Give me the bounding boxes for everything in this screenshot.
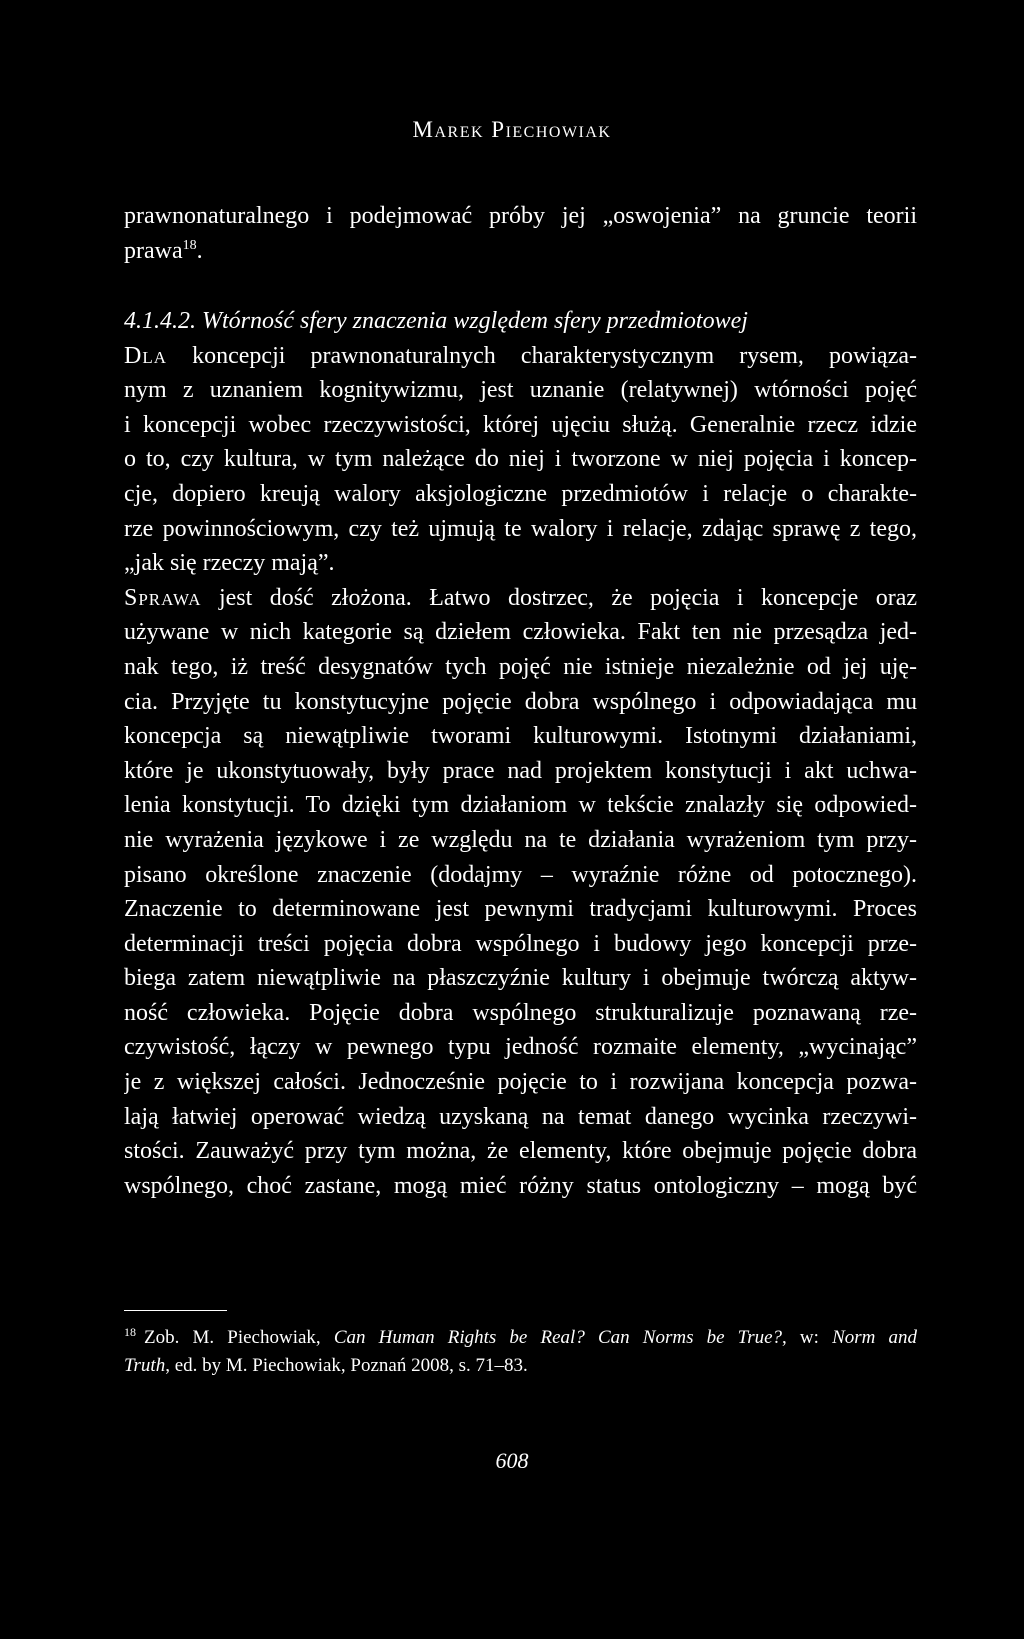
text-line: nym z uznaniem kognitywizmu, jest uznanie (relatywnej) wtórności pojęć bbox=[124, 377, 917, 404]
text-line bbox=[124, 339, 917, 374]
line-end: . bbox=[196, 237, 203, 264]
text-line: determinacji treści pojęcia dobra wspólnego i budowy jego koncepcji prze- bbox=[124, 930, 917, 957]
footnote-text: , w: bbox=[782, 1327, 833, 1348]
line-text: prawa bbox=[124, 237, 183, 264]
footnote-title: Norm and bbox=[832, 1327, 917, 1348]
paragraph-1 bbox=[124, 339, 917, 581]
footnote-reference: 18 bbox=[182, 237, 197, 253]
section-heading: 4.1.4.2. Wtórność sfery znaczenia względem sfery przedmiotowej bbox=[124, 308, 748, 334]
text-line: o to, czy kultura, w tym należące do niej i tworzone w niej pojęcia i koncep- bbox=[124, 446, 917, 473]
text-line: prawnonaturalnego i podejmować próby jej „oswojenia” na gruncie teorii bbox=[124, 203, 917, 229]
text-line: nak tego, iż treść desygnatów tych pojęć nie istnieje niezależnie od jej uję- bbox=[124, 653, 917, 680]
text-line: biega zatem niewątpliwie na płaszczyźnie kultury i obejmuje twórczą aktyw- bbox=[124, 965, 917, 992]
text-line: rze powinnościowym, czy też ujmują te walory i relacje, zdając sprawę z tego, bbox=[124, 515, 917, 542]
text-line: lenia konstytucji. To dzięki tym działaniom w tekście znalazły się odpowied- bbox=[124, 792, 917, 819]
text-line: pisano określone znaczenie (dodajmy – wyraźnie różne od potocznego). bbox=[124, 861, 917, 888]
text-line: wspólnego, choć zastane, mogą mieć różny status ontologiczny – mogą być bbox=[124, 1172, 917, 1199]
footnote-text: , ed. by M. Piechowiak, Poznań 2008, s. 71–83. bbox=[165, 1355, 528, 1376]
footnote-text: Zob. M. Piechowiak, bbox=[144, 1327, 334, 1348]
text-line: Znaczenie to determinowane jest pewnymi tradycjami kulturowymi. Proces bbox=[124, 896, 917, 923]
paragraph-2 bbox=[124, 581, 917, 1204]
footnote-title: Can Human Rights be Real? Can Norms be True? bbox=[333, 1327, 783, 1348]
text-line: cia. Przyjęte tu konstytucyjne pojęcie dobra wspólnego i odpowiadająca mu bbox=[124, 688, 917, 715]
lead-in-word: Dla bbox=[124, 342, 167, 369]
text-line: nie wyrażenia językowe i ze względu na te działania wyrażeniom tym przy- bbox=[124, 826, 917, 853]
text-line: ność człowieka. Pojęcie dobra wspólnego strukturalizuje poznawaną rze- bbox=[124, 999, 917, 1026]
footnote-title: Truth bbox=[124, 1355, 166, 1376]
text-line: czywistość, łączy w pewnego typu jedność rozmaite elementy, „wycinając” bbox=[124, 1034, 917, 1061]
page-number: 608 bbox=[495, 1448, 529, 1473]
footnote-number: 18 bbox=[124, 1324, 136, 1339]
text-line: używane w nich kategorie są dziełem człowieka. Fakt ten nie przesądza jed- bbox=[124, 619, 917, 646]
text-line: cje, dopiero kreują walory aksjologiczne przedmiotów i relacje o charakte- bbox=[124, 480, 917, 507]
text-line: „jak się rzeczy mają”. bbox=[124, 550, 335, 577]
text-line: stości. Zauważyć przy tym można, że elementy, które obejmuje pojęcie dobra bbox=[124, 1138, 917, 1165]
text-line: koncepcja są niewątpliwie tworami kulturowymi. Istotnymi działaniami, bbox=[124, 723, 917, 750]
section bbox=[124, 304, 917, 1203]
running-head: Marek Piechowiak bbox=[412, 117, 612, 142]
line-text: koncepcji prawnonaturalnych charakterystycznym rysem, powiąza- bbox=[167, 342, 917, 369]
footnote bbox=[124, 1324, 917, 1380]
text-line bbox=[124, 581, 917, 616]
footnote-line bbox=[124, 1324, 917, 1352]
text-line: lają łatwiej operować wiedzą uzyskaną na temat danego wycinka rzeczywi- bbox=[124, 1103, 917, 1130]
text-line: i koncepcji wobec rzeczywistości, której ujęciu służą. Generalnie rzecz idzie bbox=[124, 411, 917, 438]
footnote-divider bbox=[124, 1310, 227, 1311]
lead-in-word: Sprawa bbox=[124, 584, 202, 611]
text-line bbox=[124, 234, 917, 269]
footnote-line bbox=[124, 1352, 917, 1380]
text-line: je z większej całości. Jednocześnie pojęcie to i rozwijana koncepcja pozwa- bbox=[124, 1069, 917, 1096]
line-text: jest dość złożona. Łatwo dostrzec, że pojęcia i koncepcje oraz bbox=[201, 584, 917, 611]
text-line: które je ukonstytuowały, były prace nad projektem konstytucji i akt uchwa- bbox=[124, 757, 917, 784]
top-paragraph bbox=[124, 199, 917, 268]
